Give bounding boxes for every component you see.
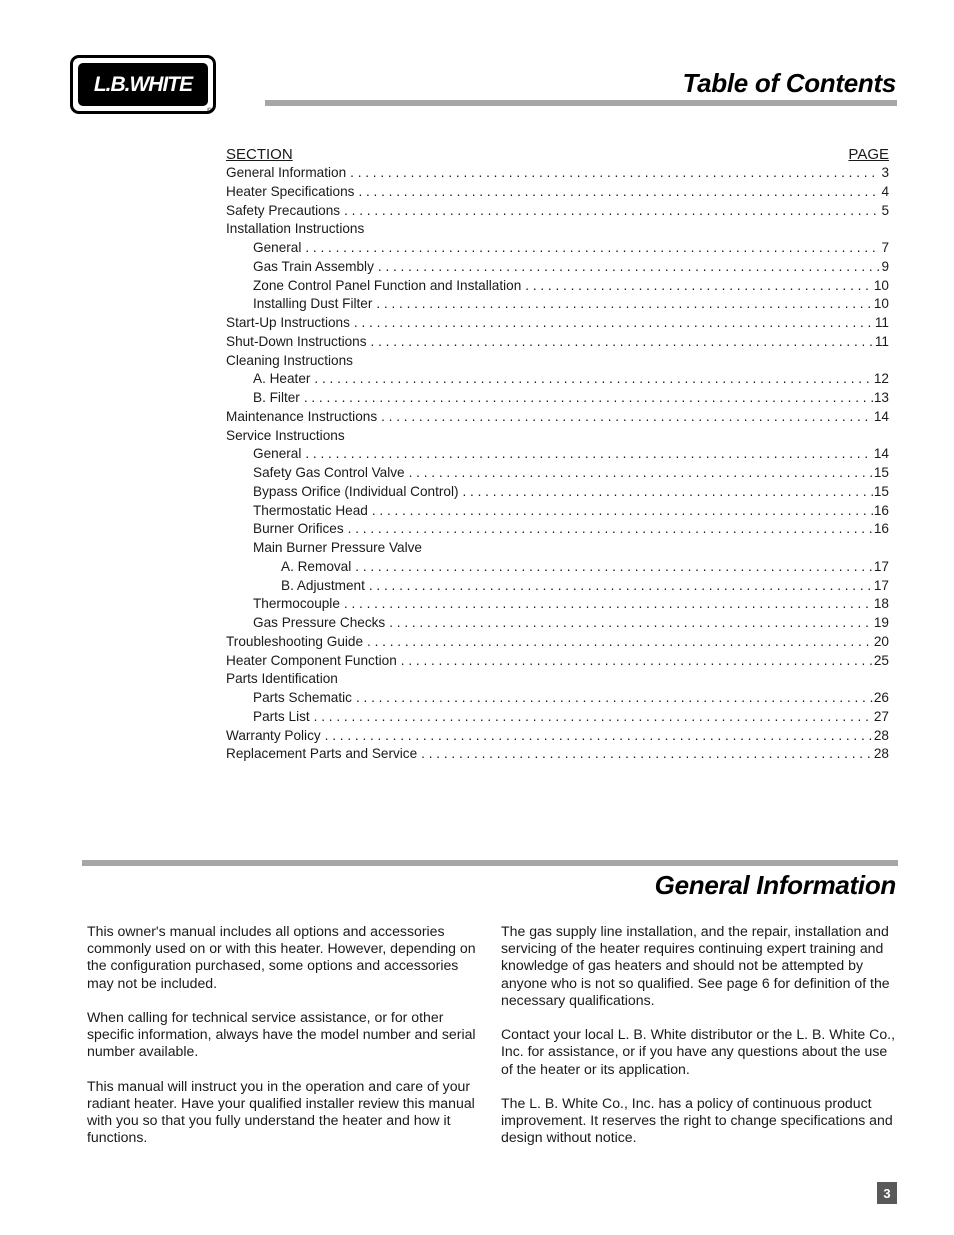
- toc-entry: [226, 220, 889, 239]
- toc-dot-leader: [355, 558, 873, 577]
- toc-entry-title: Replacement Parts and Service: [226, 746, 418, 762]
- toc-entry-page: 10: [873, 296, 889, 312]
- toc-dot-leader: [525, 277, 873, 296]
- toc-entry: [226, 239, 889, 258]
- toc-entry-page: 10: [873, 277, 889, 293]
- toc-entry-title: Zone Control Panel Function and Installation: [253, 277, 522, 293]
- body-paragraph: This manual will instruct you in the operation and care of your radiant heater. Have your qualified installer review this manual with you so that you fully understand the heater and how it functions.: [87, 1077, 475, 1146]
- general-heading: General Information: [654, 870, 896, 900]
- toc-entry-page: 19: [873, 615, 889, 630]
- toc-entry-title: Shut-Down Instructions: [226, 333, 367, 349]
- toc-entry-title: Start-Up Instructions: [226, 315, 350, 330]
- toc-entry-page: 3: [881, 165, 889, 180]
- toc-dot-leader: [389, 614, 873, 633]
- toc-entry-page: 25: [873, 652, 889, 668]
- toc-dot-leader: [348, 520, 873, 539]
- toc-dot-leader: [401, 652, 873, 671]
- toc-entry: [226, 370, 889, 389]
- toc-entry-title: Parts List: [253, 708, 310, 724]
- toc-entry-title: Parts Identification: [226, 671, 338, 687]
- toc-entry: [226, 502, 889, 521]
- toc-dot-leader: [367, 633, 873, 652]
- toc-entry-title: Safety Precautions: [226, 202, 341, 218]
- toc-entry: [226, 558, 889, 577]
- toc-entry: [226, 183, 889, 202]
- toc-entry-page: 12: [873, 371, 889, 387]
- body-paragraph: The L. B. White Co., Inc. has a policy of continuous product improvement. It reserves the right to change specifications and design without notice.: [501, 1095, 893, 1146]
- toc-entry-title: Parts Schematic: [253, 690, 352, 705]
- toc-entry-title: Troubleshooting Guide: [226, 633, 364, 649]
- table-of-contents: [226, 145, 889, 764]
- general-heading-rule: [82, 860, 898, 866]
- toc-entry-title: Warranty Policy: [226, 727, 321, 743]
- toc-entry: [226, 727, 889, 746]
- toc-dot-leader: [371, 333, 874, 352]
- toc-entry-title: Cleaning Instructions: [226, 352, 353, 368]
- body-paragraph: The gas supply line installation, and the repair, installation and servicing of the heater requires continuing expert training and knowledge of gas heaters and should not be attempted by anyone who is not so qualified. See page 6 for definition of the necessary qualifications.: [501, 923, 890, 1008]
- general-right-column: [501, 923, 897, 1164]
- toc-dot-leader: [376, 295, 873, 314]
- toc-entry-page: 15: [873, 483, 889, 499]
- body-paragraph: Contact your local L. B. White distributor or the L. B. White Co., Inc. for assistance, or if you have any questions about the use of the heater or its application.: [501, 1026, 896, 1077]
- toc-entry: [226, 539, 889, 558]
- toc-dot-leader: [378, 258, 881, 277]
- toc-entry: [226, 352, 889, 371]
- toc-entry-page: 17: [873, 558, 889, 574]
- toc-dot-leader: [305, 239, 880, 258]
- toc-dot-leader: [344, 595, 873, 614]
- toc-entry-title: Burner Orifices: [253, 521, 344, 537]
- toc-entry-title: General: [253, 446, 302, 462]
- toc-entry-title: B. Filter: [253, 390, 300, 405]
- toc-entry: [226, 202, 889, 221]
- toc-entry-title: Installation Instructions: [226, 221, 365, 237]
- toc-entry-page: 4: [881, 183, 889, 199]
- toc-entry-page: 7: [881, 240, 889, 255]
- body-paragraph: When calling for technical service assistance, or for other specific information, always have the model number and serial number available.: [87, 1009, 476, 1060]
- toc-entry-title: General Information: [226, 165, 347, 180]
- body-paragraph: This owner's manual includes all options and accessories commonly used on or with this heater. However, depending on the configuration purchased, some options and accessories may not be included.: [87, 923, 476, 991]
- toc-entry: [226, 427, 889, 446]
- toc-entry: [226, 164, 889, 183]
- toc-entry-title: Gas Train Assembly: [253, 258, 374, 274]
- toc-dot-leader: [409, 464, 873, 483]
- toc-entry-page: 27: [873, 708, 889, 724]
- toc-entry-page: 9: [881, 258, 889, 274]
- toc-entry-page: 20: [873, 633, 889, 649]
- toc-entry-title: A. Heater: [253, 371, 311, 387]
- toc-entry-page: 26: [873, 690, 889, 705]
- toc-entry-title: B. Adjustment: [281, 577, 365, 593]
- toc-entry: [226, 595, 889, 614]
- toc-entry-title: General: [253, 240, 302, 255]
- toc-entry-page: 5: [881, 202, 889, 218]
- toc-dot-leader: [372, 502, 873, 521]
- toc-entry: [226, 577, 889, 596]
- registered-mark: ®: [207, 108, 213, 115]
- toc-entry: [226, 689, 889, 708]
- toc-column-headers: [226, 145, 889, 164]
- toc-entry-title: Thermocouple: [253, 596, 340, 612]
- toc-entry: [226, 520, 889, 539]
- toc-entry-page: 13: [873, 390, 889, 405]
- toc-entry: [226, 389, 889, 408]
- toc-entry: [226, 408, 889, 427]
- toc-entry-title: Main Burner Pressure Valve: [253, 540, 422, 555]
- toc-entry: [226, 333, 889, 352]
- toc-dot-leader: [381, 408, 873, 427]
- toc-entry-title: Installing Dust Filter: [253, 296, 373, 312]
- toc-dot-leader: [350, 164, 880, 183]
- toc-dot-leader: [356, 689, 873, 708]
- toc-entry: [226, 295, 889, 314]
- toc-entry-title: Heater Specifications: [226, 183, 355, 199]
- toc-dot-leader: [305, 445, 873, 464]
- toc-dot-leader: [314, 370, 872, 389]
- toc-entry: [226, 745, 889, 764]
- toc-entry: [226, 258, 889, 277]
- toc-dot-leader: [354, 314, 874, 333]
- general-left-column: [87, 923, 483, 1164]
- toc-dot-leader: [421, 745, 873, 764]
- toc-dot-leader: [369, 577, 873, 596]
- toc-dot-leader: [325, 727, 873, 746]
- page-number: 3: [877, 1182, 897, 1204]
- toc-entry: [226, 614, 889, 633]
- toc-entry-title: Gas Pressure Checks: [253, 615, 386, 630]
- brand-logo: [70, 55, 216, 114]
- toc-entry-page: 16: [873, 502, 889, 518]
- toc-entry: [226, 633, 889, 652]
- logo-text: L.B.WHITE: [93, 72, 193, 96]
- toc-dot-leader: [463, 483, 873, 502]
- toc-entry: [226, 314, 889, 333]
- toc-entry-page: 28: [873, 727, 889, 743]
- toc-entry: [226, 708, 889, 727]
- toc-heading: Table of Contents: [682, 68, 896, 98]
- toc-entry-page: 14: [873, 446, 889, 462]
- toc-entry: [226, 670, 889, 689]
- logo-badge: [78, 63, 208, 106]
- toc-entry-title: Safety Gas Control Valve: [253, 465, 405, 480]
- toc-entry-page: 16: [873, 521, 889, 537]
- toc-entry-page: 14: [873, 408, 889, 424]
- toc-entry-title: Bypass Orifice (Individual Control): [253, 483, 459, 499]
- toc-heading-rule: [265, 100, 897, 106]
- toc-entries: [226, 164, 889, 764]
- toc-entry: [226, 277, 889, 296]
- toc-entry-title: Maintenance Instructions: [226, 408, 378, 424]
- toc-dot-leader: [314, 708, 873, 727]
- toc-entry-title: A. Removal: [281, 558, 352, 574]
- toc-entry: [226, 445, 889, 464]
- toc-entry: [226, 483, 889, 502]
- toc-dot-leader: [344, 202, 880, 221]
- toc-entry: [226, 652, 889, 671]
- toc-entry-title: Service Instructions: [226, 427, 345, 443]
- toc-entry-page: 11: [874, 333, 889, 349]
- toc-section-label: SECTION: [226, 146, 293, 163]
- toc-entry-page: 15: [873, 465, 889, 480]
- toc-entry-title: Heater Component Function: [226, 652, 397, 668]
- toc-dot-leader: [358, 183, 880, 202]
- toc-entry-page: 28: [873, 746, 889, 762]
- toc-dot-leader: [304, 389, 873, 408]
- toc-entry-title: Thermostatic Head: [253, 502, 368, 518]
- toc-page-label: PAGE: [848, 146, 889, 163]
- toc-entry-page: 18: [873, 596, 889, 612]
- toc-entry-page: 11: [874, 315, 889, 330]
- toc-entry: [226, 464, 889, 483]
- toc-entry-page: 17: [873, 577, 889, 593]
